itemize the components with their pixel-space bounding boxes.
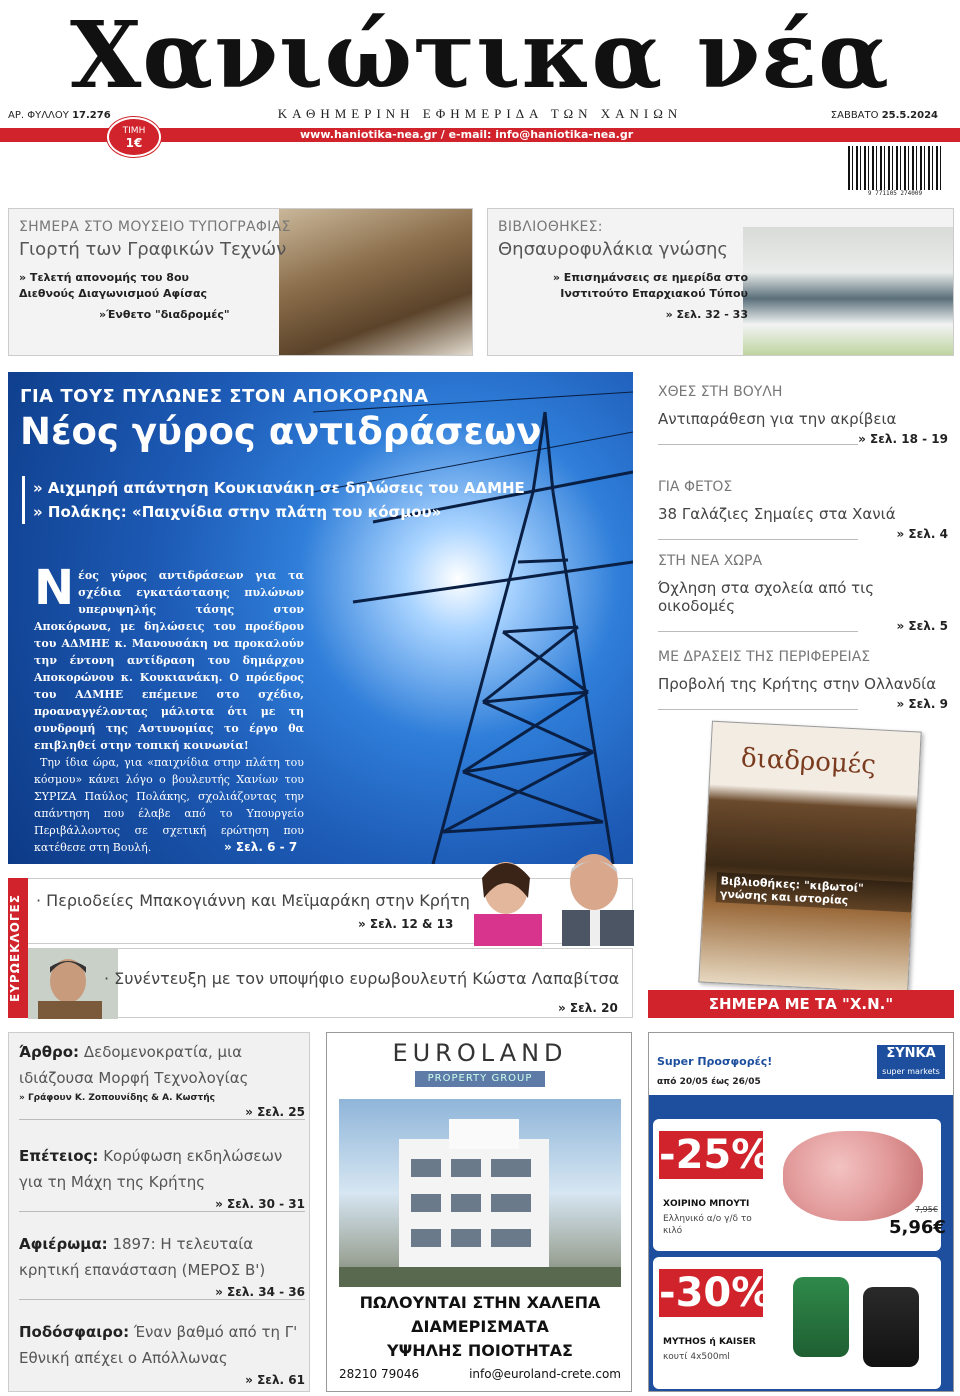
main-story[interactable] <box>8 372 633 864</box>
phone-number[interactable]: 28210 79046 <box>339 1367 420 1381</box>
library-meeting-photo <box>743 227 954 356</box>
main-bullet: » Πολάκης: «Παιχνίδια στην πλάτη του κόσμου» <box>33 503 442 521</box>
discount-badge: -25% <box>659 1132 772 1178</box>
barcode-number: 9 771105 274009 <box>848 190 942 200</box>
bottom-teaser-label: Ποδόσφαιρο: <box>19 1323 130 1341</box>
bottom-teaser-page: » Σελ. 34 - 36 <box>19 1285 305 1300</box>
beer-can-icon <box>793 1277 849 1357</box>
bottom-teaser[interactable] <box>19 1231 305 1300</box>
right-teaser[interactable] <box>658 649 948 712</box>
main-bullet: » Αιχμηρή απάντηση Κουκιανάκη σε δηλώσεις του ΑΔΜΗΕ <box>33 479 525 497</box>
bottom-teaser-credit: » Γράφουν Κ. Ζοπουνίδης & Α. Κωστής <box>19 1093 215 1103</box>
beer-can-icon <box>863 1287 919 1367</box>
bottom-teaser-page: » Σελ. 30 - 31 <box>19 1197 305 1212</box>
bottom-teaser[interactable] <box>19 1039 305 1120</box>
bottom-teaser-page: » Σελ. 25 <box>19 1105 305 1120</box>
bottom-teaser-text: Κορύφωση εκδηλώσεων για τη Μάχη της Κρήτης <box>19 1147 283 1191</box>
product-desc: κουτί 4x500ml <box>663 1352 730 1362</box>
old-price: 7,95€ <box>915 1205 938 1214</box>
right-teaser-title: Αντιπαράθεση για την ακρίβεια <box>658 410 897 428</box>
teaser-line: » Τελετή απονομής του 8ου <box>19 271 189 284</box>
email-address[interactable]: info@euroland-crete.com <box>469 1367 621 1381</box>
newspaper-subtitle: ΚΑΘΗΜΕΡΙΝΗ ΕΦΗΜΕΡΙΔΑ ΤΩΝ ΧΑΝΙΩΝ <box>277 106 683 121</box>
new-price: 5,96€ <box>889 1217 946 1238</box>
candidates-photo <box>466 848 634 946</box>
synka-dates: από 20/05 έως 26/05 <box>657 1077 761 1087</box>
product-desc: Ελληνικό α/ο γ/δ το κιλό <box>663 1214 752 1236</box>
teaser-title: Θησαυροφυλάκια γνώσης <box>498 239 728 260</box>
right-teaser-page: » Σελ. 18 - 19 <box>858 432 948 446</box>
main-kicker: ΓΙΑ ΤΟΥΣ ΠΥΛΩΝΕΣ ΣΤΟΝ ΑΠΟΚΟΡΩΝΑ <box>20 386 429 407</box>
synka-logo-sub: super markets <box>882 1067 940 1076</box>
contact-line[interactable]: www.haniotika-nea.gr / e-mail: info@haniotika-nea.gr <box>300 128 634 141</box>
euro-item[interactable] <box>28 948 633 1018</box>
supplement-tag: Βιβλιοθήκες: "κιβωτοί" γνώσης και ιστορίας <box>716 872 913 912</box>
main-body <box>34 560 304 856</box>
offer-card[interactable] <box>653 1257 941 1389</box>
bottom-teaser-text: Δεδομενοκρατία, μια ιδιάζουσα Μορφή Τεχνολογίας <box>19 1043 249 1087</box>
right-teaser-kicker: ΜΕ ΔΡΑΣΕΙΣ ΤΗΣ ΠΕΡΙΦΕΡΕΙΑΣ <box>658 649 871 665</box>
right-teaser[interactable] <box>658 553 948 634</box>
euroland-offer <box>327 1291 633 1363</box>
right-teaser-kicker: ΓΙΑ ΦΕΤΟΣ <box>658 479 733 495</box>
bottom-teaser-text: Έναν βαθμό από τη Γ' Εθνική απέχει ο Απόλλωνας <box>19 1323 298 1367</box>
right-teaser-kicker: ΧΘΕΣ ΣΤΗ ΒΟΥΛΗ <box>658 384 783 400</box>
divider <box>658 631 858 632</box>
euroland-ad[interactable] <box>326 1032 632 1392</box>
divider <box>658 444 858 445</box>
main-body-text: Την ίδια ώρα, για «παιχνίδια στην πλάτη του κόσμου» κάνει λόγο ο βουλευτής Χανίων του ΣΥΡΙΖΑ Παύλος Πολάκης, σχολιάζοντας την απάντηση που έλαβε από το Υπουργείο Περιβάλλοντος σε σχετική ερώτηση που κατέθεσε στη Βουλή. <box>34 756 304 854</box>
divider <box>658 709 858 710</box>
right-teaser[interactable] <box>658 479 948 542</box>
dropcap: Ν <box>34 560 75 616</box>
euro-item-page: » Σελ. 12 & 13 <box>358 917 454 931</box>
supplement-logo: διαδρομές <box>740 743 877 781</box>
apartment-building-photo <box>339 1099 621 1287</box>
offer-line: ΥΨΗΛΗΣ ΠΟΙΟΤΗΤΑΣ <box>387 1341 573 1360</box>
euro-elections-label: ΕΥΡΩΕΚΛΟΓΕΣ <box>8 878 28 1018</box>
pork-meat-photo <box>783 1131 923 1221</box>
offer-line: ΠΩΛΟΥΝΤΑΙ ΣΤΗΝ ΧΑΛΕΠΑ <box>359 1293 601 1312</box>
euro-item-text: · Συνέντευξη με τον υποψήφιο ευρωβουλευτή Κώστα Λαπαβίτσα <box>104 969 620 988</box>
bottom-teaser[interactable] <box>19 1143 305 1212</box>
main-page-ref: » Σελ. 6 - 7 <box>224 840 298 854</box>
issue-date: ΣΑΒΒΑΤΟ 25.5.2024 <box>830 110 938 121</box>
offer-line: ΔΙΑΜΕΡΙΣΜΑΤΑ <box>411 1317 549 1336</box>
euroland-contact <box>339 1367 621 1381</box>
top-right-teaser[interactable] <box>487 208 954 356</box>
teaser-title: Γιορτή των Γραφικών Τεχνών <box>19 239 287 260</box>
euro-item-page: » Σελ. 20 <box>558 1001 618 1015</box>
main-headline: Νέος γύρος αντιδράσεων <box>20 410 542 453</box>
synka-logo-text: ΣΥΝΚΑ <box>886 1046 936 1061</box>
right-teaser-title: 38 Γαλάζιες Σημαίες στα Χανιά <box>658 505 896 523</box>
supplement-cover[interactable] <box>698 721 921 994</box>
synka-headline: Super Προσφορές! <box>657 1055 773 1068</box>
euroland-logo: EUROLAND <box>392 1039 568 1067</box>
euro-item-text: · Περιοδείες Μπακογιάννη και Μεϊμαράκη στην Κρήτη <box>36 891 470 910</box>
teaser-kicker: ΣΗΜΕΡΑ ΣΤΟ ΜΟΥΣΕΙΟ ΤΥΠΟΓΡΑΦΙΑΣ <box>19 219 291 235</box>
offer-card[interactable] <box>653 1119 946 1251</box>
product-name: MYTHOS ή KAISER <box>663 1337 756 1347</box>
right-teaser-title: Όχληση στα σχολεία από τις οικοδομές <box>658 579 875 615</box>
teaser-line: » Επισημάνσεις σε ημερίδα στο <box>552 271 748 284</box>
teaser-page: » Σελ. 32 - 33 <box>665 308 748 321</box>
euroland-sub: PROPERTY GROUP <box>415 1071 545 1087</box>
bottom-left-teasers <box>8 1032 310 1392</box>
main-body-lead: έος γύρος αντιδράσεων για τα σχέδια εγκατάστασης πυλώνων υπερυψηλής τάσης στον Αποκόρωνα, με δηλώσεις του προέδρου του ΑΔΜΗΕ κ. Μανουσάκη να προκαλούν την έντονη αντίδραση του δημάρχου Αποκορώνου κ. Κουκιανάκη. Ο πρόεδρος του ΑΔΜΗΕ επέμεινε στο σχέδιο, προαναγγέλοντας μάλιστα ότι με τη συνδρομή της Αστυνομίας το έργο θα επιβληθεί στην τοπική κοινωνία! <box>34 569 304 752</box>
synka-ad[interactable] <box>648 1032 954 1392</box>
teaser-line: Ινστιτούτο Επαρχιακού Τύπου <box>560 287 748 300</box>
divider <box>658 539 858 540</box>
synka-logo <box>877 1045 945 1079</box>
right-teaser-page: » Σελ. 9 <box>896 697 948 711</box>
discount-badge: -30% <box>659 1270 772 1316</box>
right-teaser-kicker: ΣΤΗ ΝΕΑ ΧΩΡΑ <box>658 553 763 569</box>
teaser-page: »Ένθετο "διαδρομές" <box>99 308 230 321</box>
bottom-teaser-label: Άρθρο: <box>19 1043 80 1061</box>
newspaper-title: Χανιώτικα νέα <box>70 1 890 109</box>
right-teaser[interactable] <box>658 384 948 447</box>
right-teaser-page: » Σελ. 5 <box>896 619 948 633</box>
bottom-teaser[interactable] <box>19 1319 305 1387</box>
product-name: ΧΟΙΡΙΝΟ ΜΠΟΥΤΙ <box>663 1199 750 1209</box>
bottom-teaser-label: Αφιέρωμα: <box>19 1235 108 1253</box>
right-teaser-title: Προβολή της Κρήτης στην Ολλανδία <box>658 675 937 693</box>
supplement-banner: ΣΗΜΕΡΑ ΜΕ ΤΑ "Χ.Ν." <box>648 990 954 1018</box>
teaser-kicker: ΒΙΒΛΙΟΘΗΚΕΣ: <box>498 219 603 235</box>
bottom-teaser-label: Επέτειος: <box>19 1147 99 1165</box>
teaser-line: Διεθνούς Διαγωνισμού Αφίσας <box>19 287 208 300</box>
bottom-teaser-page: » Σελ. 61 <box>245 1373 305 1387</box>
bottom-teaser-text: 1897: Η τελευταία κρητική επανάσταση (ΜΕΡΟΣ Β') <box>19 1235 266 1279</box>
barcode-icon <box>848 146 942 194</box>
price-badge: ΤΙΜΗ 1€ <box>107 117 161 157</box>
right-teaser-page: » Σελ. 4 <box>896 527 948 541</box>
issue-number: ΑΡ. ΦΥΛΛΟΥ 17.276 <box>8 110 111 121</box>
main-bullets <box>22 476 525 524</box>
top-left-teaser[interactable] <box>8 208 473 356</box>
